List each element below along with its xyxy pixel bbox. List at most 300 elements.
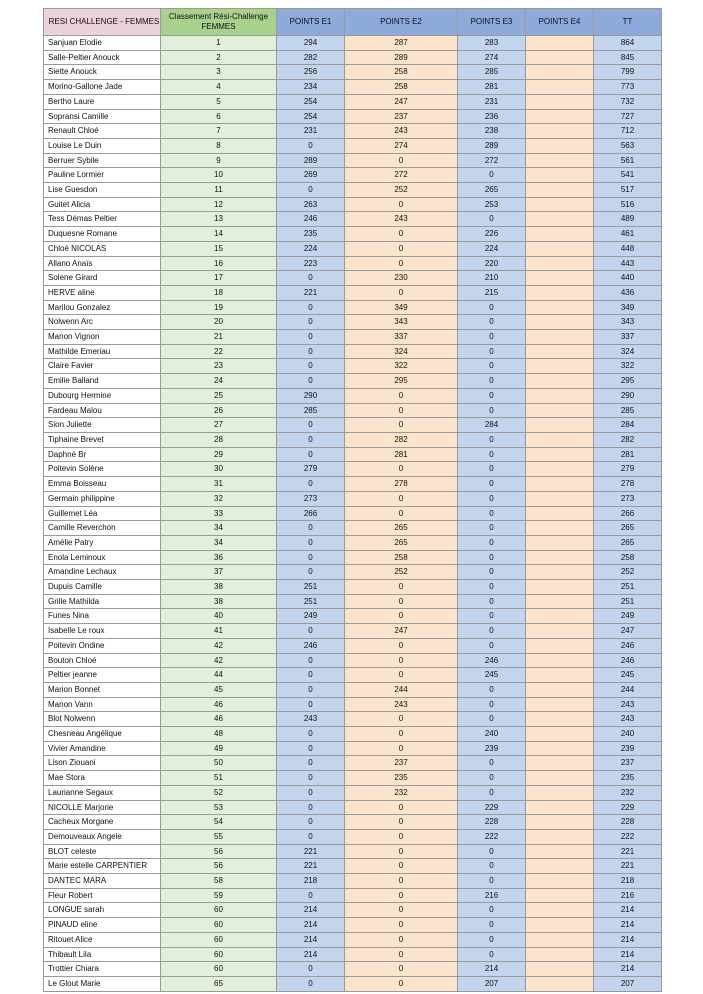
table-row [44,962,662,977]
table-row [44,829,662,844]
cell-rank: 14 [161,227,277,242]
cell-name: Funes Nina [44,609,161,624]
cell-points-e1: 0 [277,418,345,433]
cell-total: 279 [594,462,662,477]
cell-rank: 13 [161,212,277,227]
cell-name: Demouveaux Angele [44,829,161,844]
cell-points-e1: 0 [277,550,345,565]
cell-points-e2: 252 [345,565,458,580]
cell-total: 436 [594,285,662,300]
cell-name: Fleur Robert [44,888,161,903]
cell-points-e3: 0 [458,947,526,962]
cell-points-e4 [526,491,594,506]
cell-points-e3: 240 [458,727,526,742]
cell-rank: 38 [161,594,277,609]
table-row [44,227,662,242]
cell-points-e4 [526,844,594,859]
table-row [44,50,662,65]
cell-name: Ritouet Alice [44,932,161,947]
cell-points-e4 [526,138,594,153]
cell-total: 258 [594,550,662,565]
cell-name: Solene Girard [44,271,161,286]
cell-total: 252 [594,565,662,580]
cell-points-e4 [526,741,594,756]
cell-total: 278 [594,477,662,492]
cell-total: 322 [594,359,662,374]
table-row [44,344,662,359]
cell-points-e2: 0 [345,506,458,521]
cell-total: 243 [594,697,662,712]
cell-rank: 12 [161,197,277,212]
cell-points-e2: 0 [345,241,458,256]
cell-total: 246 [594,653,662,668]
cell-rank: 11 [161,183,277,198]
cell-name: Guitet Alicia [44,197,161,212]
cell-total: 448 [594,241,662,256]
table-row [44,756,662,771]
cell-points-e3: 0 [458,859,526,874]
cell-points-e2: 337 [345,330,458,345]
table-row [44,712,662,727]
cell-points-e4 [526,330,594,345]
cell-name: Guillemet Léa [44,506,161,521]
cell-points-e2: 0 [345,874,458,889]
table-row [44,315,662,330]
cell-points-e1: 0 [277,756,345,771]
cell-name: Claire Favier [44,359,161,374]
cell-rank: 33 [161,506,277,521]
cell-points-e4 [526,624,594,639]
cell-total: 541 [594,168,662,183]
cell-rank: 17 [161,271,277,286]
cell-total: 222 [594,829,662,844]
table-row [44,594,662,609]
cell-points-e4 [526,285,594,300]
cell-points-e1: 0 [277,359,345,374]
cell-rank: 46 [161,712,277,727]
cell-points-e2: 343 [345,315,458,330]
cell-points-e1: 0 [277,977,345,992]
cell-rank: 20 [161,315,277,330]
cell-total: 281 [594,447,662,462]
cell-points-e2: 235 [345,771,458,786]
cell-points-e3: 0 [458,565,526,580]
cell-rank: 34 [161,521,277,536]
cell-name: Isabelle Le roux [44,624,161,639]
cell-points-e4 [526,241,594,256]
cell-points-e2: 0 [345,932,458,947]
cell-points-e2: 258 [345,80,458,95]
cell-points-e4 [526,227,594,242]
cell-total: 284 [594,418,662,433]
cell-total: 251 [594,594,662,609]
cell-points-e3: 207 [458,977,526,992]
cell-points-e2: 0 [345,888,458,903]
cell-points-e4 [526,447,594,462]
cell-name: Daphné Br [44,447,161,462]
cell-points-e4 [526,653,594,668]
cell-rank: 49 [161,741,277,756]
cell-points-e3: 214 [458,962,526,977]
cell-points-e4 [526,962,594,977]
cell-name: Manon Vignon [44,330,161,345]
cell-total: 337 [594,330,662,345]
table-row [44,785,662,800]
cell-total: 461 [594,227,662,242]
cell-points-e3: 229 [458,800,526,815]
cell-points-e1: 254 [277,109,345,124]
cell-total: 273 [594,491,662,506]
cell-rank: 59 [161,888,277,903]
cell-total: 517 [594,183,662,198]
cell-points-e2: 265 [345,535,458,550]
cell-name: Amélie Patry [44,535,161,550]
cell-total: 773 [594,80,662,95]
cell-name: Bouton Chloé [44,653,161,668]
cell-total: 218 [594,874,662,889]
cell-name: Renault Chloé [44,124,161,139]
cell-name: HERVE aline [44,285,161,300]
cell-rank: 60 [161,903,277,918]
cell-points-e3: 210 [458,271,526,286]
table-row [44,374,662,389]
cell-name: Allano Anaïs [44,256,161,271]
cell-points-e4 [526,947,594,962]
cell-points-e3: 0 [458,462,526,477]
cell-points-e2: 289 [345,50,458,65]
table-row [44,168,662,183]
cell-points-e3: 265 [458,183,526,198]
cell-points-e3: 285 [458,65,526,80]
cell-points-e1: 0 [277,829,345,844]
cell-points-e2: 232 [345,785,458,800]
cell-points-e3: 226 [458,227,526,242]
cell-points-e4 [526,65,594,80]
cell-rank: 4 [161,80,277,95]
cell-points-e3: 0 [458,682,526,697]
cell-total: 235 [594,771,662,786]
cell-total: 207 [594,977,662,992]
cell-points-e2: 0 [345,859,458,874]
cell-points-e3: 0 [458,932,526,947]
cell-rank: 42 [161,653,277,668]
cell-total: 229 [594,800,662,815]
table-row [44,638,662,653]
cell-points-e2: 0 [345,609,458,624]
cell-points-e1: 0 [277,447,345,462]
table-row [44,94,662,109]
cell-rank: 15 [161,241,277,256]
cell-points-e2: 0 [345,668,458,683]
cell-points-e3: 236 [458,109,526,124]
cell-points-e2: 237 [345,109,458,124]
cell-points-e4 [526,359,594,374]
cell-rank: 60 [161,932,277,947]
cell-name: Marion Bonnet [44,682,161,697]
cell-points-e4 [526,977,594,992]
cell-name: PINAUD eline [44,918,161,933]
cell-points-e3: 231 [458,94,526,109]
cell-name: Chesneau Angélique [44,727,161,742]
cell-name: Poitevin Ondine [44,638,161,653]
cell-points-e2: 0 [345,418,458,433]
table-row [44,932,662,947]
cell-points-e1: 0 [277,741,345,756]
cell-points-e4 [526,153,594,168]
cell-rank: 46 [161,697,277,712]
cell-name: Trottier Chiara [44,962,161,977]
cell-points-e1: 279 [277,462,345,477]
cell-points-e3: 0 [458,315,526,330]
cell-points-e2: 282 [345,432,458,447]
cell-rank: 6 [161,109,277,124]
cell-name: Germain philippine [44,491,161,506]
cell-rank: 10 [161,168,277,183]
cell-rank: 5 [161,94,277,109]
cell-points-e1: 223 [277,256,345,271]
table-row [44,521,662,536]
cell-points-e4 [526,388,594,403]
cell-points-e4 [526,403,594,418]
cell-rank: 16 [161,256,277,271]
cell-points-e4 [526,668,594,683]
cell-rank: 24 [161,374,277,389]
cell-total: 251 [594,580,662,595]
cell-points-e4 [526,918,594,933]
cell-points-e3: 216 [458,888,526,903]
cell-points-e4 [526,535,594,550]
cell-points-e4 [526,462,594,477]
table-row [44,109,662,124]
cell-points-e3: 0 [458,359,526,374]
cell-points-e4 [526,565,594,580]
cell-rank: 34 [161,535,277,550]
cell-points-e1: 0 [277,344,345,359]
cell-points-e1: 282 [277,50,345,65]
cell-points-e3: 224 [458,241,526,256]
cell-total: 214 [594,918,662,933]
cell-rank: 30 [161,462,277,477]
cell-total: 712 [594,124,662,139]
cell-points-e3: 0 [458,918,526,933]
cell-points-e3: 0 [458,624,526,639]
cell-name: Chloé NICOLAS [44,241,161,256]
cell-points-e3: 289 [458,138,526,153]
cell-name: Fardeau Malou [44,403,161,418]
table-body [44,36,662,992]
table-row [44,256,662,271]
cell-points-e2: 0 [345,977,458,992]
table-row [44,844,662,859]
cell-points-e1: 0 [277,962,345,977]
cell-points-e1: 0 [277,535,345,550]
table-row [44,403,662,418]
table-row [44,697,662,712]
cell-points-e3: 0 [458,521,526,536]
cell-name: Grille Mathilda [44,594,161,609]
cell-points-e4 [526,697,594,712]
cell-points-e2: 0 [345,285,458,300]
cell-points-e2: 243 [345,212,458,227]
cell-points-e3: 245 [458,668,526,683]
cell-name: Louise Le Duin [44,138,161,153]
cell-points-e1: 251 [277,580,345,595]
cell-points-e1: 285 [277,403,345,418]
cell-points-e4 [526,124,594,139]
cell-points-e2: 0 [345,741,458,756]
cell-name: Sion Juliette [44,418,161,433]
cell-points-e1: 0 [277,565,345,580]
cell-points-e4 [526,418,594,433]
cell-rank: 40 [161,609,277,624]
cell-points-e4 [526,36,594,51]
cell-points-e3: 0 [458,506,526,521]
cell-rank: 31 [161,477,277,492]
cell-points-e1: 234 [277,80,345,95]
cell-total: 295 [594,374,662,389]
cell-total: 214 [594,962,662,977]
cell-points-e2: 349 [345,300,458,315]
cell-points-e2: 0 [345,638,458,653]
table-row [44,477,662,492]
cell-points-e4 [526,727,594,742]
cell-name: Vivier Amandine [44,741,161,756]
cell-points-e3: 0 [458,477,526,492]
cell-total: 237 [594,756,662,771]
table-row [44,727,662,742]
cell-name: Tess Démas Peltier [44,212,161,227]
table-row [44,815,662,830]
cell-points-e4 [526,109,594,124]
cell-points-e3: 220 [458,256,526,271]
cell-total: 290 [594,388,662,403]
cell-points-e4 [526,300,594,315]
cell-total: 324 [594,344,662,359]
table-row [44,36,662,51]
cell-name: Morino-Gallone Jade [44,80,161,95]
cell-points-e1: 0 [277,477,345,492]
table-row [44,535,662,550]
cell-total: 228 [594,815,662,830]
table-row [44,418,662,433]
table-row [44,506,662,521]
cell-rank: 38 [161,580,277,595]
cell-total: 265 [594,521,662,536]
cell-rank: 60 [161,918,277,933]
cell-name: Dupuis Camille [44,580,161,595]
cell-points-e2: 0 [345,403,458,418]
cell-points-e1: 214 [277,932,345,947]
cell-rank: 29 [161,447,277,462]
cell-points-e1: 221 [277,859,345,874]
cell-points-e1: 0 [277,271,345,286]
table-row [44,197,662,212]
cell-rank: 44 [161,668,277,683]
table-row [44,212,662,227]
cell-points-e3: 0 [458,756,526,771]
cell-points-e1: 231 [277,124,345,139]
cell-points-e1: 0 [277,330,345,345]
cell-name: Sanjuan Elodie [44,36,161,51]
cell-points-e3: 0 [458,212,526,227]
cell-points-e2: 258 [345,65,458,80]
table-row [44,124,662,139]
cell-points-e1: 0 [277,315,345,330]
cell-rank: 51 [161,771,277,786]
cell-total: 245 [594,668,662,683]
cell-name: Emilie Balland [44,374,161,389]
cell-points-e3: 222 [458,829,526,844]
cell-points-e3: 228 [458,815,526,830]
cell-points-e3: 0 [458,432,526,447]
cell-points-e1: 246 [277,638,345,653]
cell-points-e1: 243 [277,712,345,727]
cell-points-e3: 0 [458,550,526,565]
cell-name: Siette Anouck [44,65,161,80]
cell-name: Pauline Lormier [44,168,161,183]
cell-points-e4 [526,932,594,947]
table-row [44,65,662,80]
cell-rank: 32 [161,491,277,506]
cell-points-e3: 0 [458,903,526,918]
table-row [44,624,662,639]
cell-rank: 25 [161,388,277,403]
cell-points-e4 [526,550,594,565]
cell-name: NICOLLE Marjorie [44,800,161,815]
cell-points-e3: 0 [458,388,526,403]
cell-points-e2: 295 [345,374,458,389]
cell-name: Poitevin Solène [44,462,161,477]
header-row [44,9,662,36]
table-row [44,565,662,580]
cell-points-e1: 0 [277,138,345,153]
cell-total: 440 [594,271,662,286]
cell-rank: 7 [161,124,277,139]
cell-points-e4 [526,609,594,624]
cell-name: Camille Reverchon [44,521,161,536]
table-row [44,859,662,874]
cell-name: Nolwenn Arc [44,315,161,330]
cell-points-e2: 287 [345,36,458,51]
cell-rank: 26 [161,403,277,418]
cell-name: DANTEC MARA [44,874,161,889]
cell-total: 246 [594,638,662,653]
cell-rank: 42 [161,638,277,653]
cell-points-e3: 0 [458,330,526,345]
table-row [44,947,662,962]
cell-points-e3: 215 [458,285,526,300]
table-row [44,300,662,315]
cell-points-e2: 252 [345,183,458,198]
cell-points-e2: 0 [345,462,458,477]
cell-rank: 60 [161,947,277,962]
cell-rank: 22 [161,344,277,359]
table-row [44,771,662,786]
results-table [43,8,662,992]
cell-points-e2: 278 [345,477,458,492]
cell-points-e2: 0 [345,800,458,815]
cell-rank: 9 [161,153,277,168]
cell-points-e2: 0 [345,712,458,727]
cell-rank: 18 [161,285,277,300]
cell-total: 240 [594,727,662,742]
table-row [44,153,662,168]
cell-points-e3: 0 [458,697,526,712]
cell-name: Le Glout Marie [44,977,161,992]
table-row [44,888,662,903]
cell-points-e1: 0 [277,727,345,742]
cell-rank: 55 [161,829,277,844]
